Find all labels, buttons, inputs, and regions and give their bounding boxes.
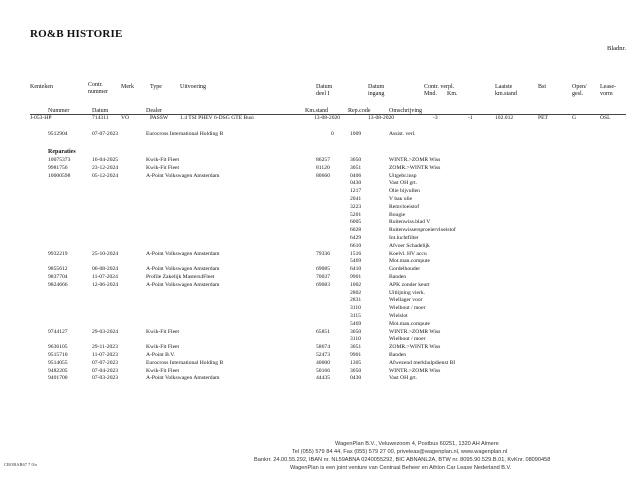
row-code: 6429 [350,235,362,241]
col-omschrijving: Omschrijving [389,108,422,114]
row-omschrijving: ZOMR.>WINTR Wiss [389,164,441,171]
row-km: 40000 [316,359,330,366]
col-uitvoering: Uitvoering [180,84,206,90]
col-datum-deel1: Datum deel I [316,84,333,97]
row-omschrijving: WINTR.>ZOMR Wiss [389,157,441,163]
row-dealer: A-Point Volkswagen Amsterdam [146,172,220,179]
row-code: 1516 [350,250,362,257]
row-datum: 25-10-2024 [92,250,119,257]
row-datum: 07-07-2023 [92,359,119,366]
assist-code: 1009 [350,131,362,137]
row-code: 1305 [350,359,362,366]
row-datum: 12-06-2024 [92,281,119,288]
row-code: 5469 [350,258,362,265]
row-omschrijving: WINTR.>ZOMR Wiss [389,367,441,374]
row-omschrijving: Ruitenwissersproeiervloeistof [389,227,456,234]
row-code: 9901 [350,274,362,280]
row-km: 69085 [316,266,330,273]
row-dealer: Kwik-Fit Fleet [146,328,180,335]
row-code: 1217 [350,188,362,195]
vehicle-kenteken: J-053-HP [30,115,52,121]
row-omschrijving: Vast OH grt. [389,375,418,382]
row-code: 3050 [350,328,362,335]
row-omschrijving: Olie bijvullen [389,188,420,195]
row-omschrijving: Wielslot [389,313,408,319]
row-km: 65851 [316,328,330,335]
col-open-gesl: Open/ gesl. [572,84,587,97]
footer-line-3: Bankrr. 24.00.55.292, IBAN nr. NL59ABNA 0240055292, BIC ABNANL2A, BTW nr. 8095.90.529.B.01, KvKnr. 08090458 [254,457,551,463]
col-contr-nummer: Contr. nummer [88,82,108,95]
row-km: 86257 [316,157,330,163]
row-nummer: 9514055 [48,359,68,366]
page-title: RO&B HISTORIE [30,28,123,40]
row-omschrijving: Afvoer Schadelijk [389,242,430,249]
row-datum: 16-04-2025 [92,157,119,163]
col-dealer: Dealer [146,108,162,114]
vehicle-laatste-km: 102.012 [495,115,514,121]
row-nummer: 10075373 [48,157,71,163]
assist-nummer: 9512904 [48,131,68,137]
row-datum: 11-07-2023 [92,352,118,358]
row-code: 6610 [350,242,362,249]
row-omschrijving: Banden [389,274,407,280]
row-km: 70037 [316,274,330,280]
row-omschrijving: WINTR.>ZOMR Wiss [389,328,441,335]
row-datum: 11-07-2024 [92,274,118,280]
col-mnd: Mnd. [424,91,437,97]
row-km: 58674 [316,344,330,351]
row-km: 80660 [316,172,330,179]
row-omschrijving: Ruitenwiss.blad V [389,219,431,226]
row-nummer: 9744127 [48,328,68,335]
row-dealer: Eurocross International Holding B [146,359,224,366]
row-code: 3115 [350,313,361,319]
row-km: 79336 [316,250,330,257]
row-omschrijving: Vast OH grt. [389,180,418,187]
row-nummer: 9636105 [48,344,68,351]
row-datum: 29-03-2024 [92,328,119,335]
row-nummer: 9981756 [48,164,68,171]
col-lease-vorm: Lease- vorm [600,84,616,97]
col-nummer: Nummer [48,108,70,114]
col-bst: Bst [538,84,547,90]
vehicle-uitvoering: 1.4 TSI PHEV 6-DSG GTE Busi [180,115,254,121]
row-code: 3050 [350,367,362,374]
footer-line-2: Tel (055) 579 84 44, Fax (055) 579 27 00, priveleas@wagenplan.nl, www.wagenplan.nl [292,449,508,455]
row-omschrijving: APK zonder keurt [389,281,430,288]
row-omschrijving: Bougie [389,211,406,218]
row-dealer: Profile Zakelijk Masters4Fleet [146,274,215,280]
assist-datum: 07-07-2023 [92,131,119,137]
row-datum: 06-08-2024 [92,266,119,273]
row-dealer: A-Point Volkswagen Amsterdam [146,375,220,382]
row-nummer: 9401700 [48,375,68,382]
col-datum: Datum [92,108,109,114]
row-code: 6005 [350,219,362,226]
row-omschrijving: Wielbout / moer [389,305,426,312]
row-omschrijving: Mot.man.compute [389,258,431,265]
vehicle-bst: PET [538,115,548,121]
row-dealer: A-Point Volkswagen Amsterdam [146,250,220,257]
vehicle-contract: 714311 [92,115,109,121]
row-dealer: A-Point Volkswagen Amsterdam [146,266,220,273]
col-km-stand: Km.stand [305,108,329,114]
row-code: 3051 [350,344,362,351]
vehicle-open: G [572,115,577,121]
row-dealer: Kwik-Fit Fleet [146,344,180,351]
row-omschrijving: Mot.man.compute [389,320,431,327]
row-code: 2802 [350,289,362,296]
row-code: 9901 [350,352,362,358]
row-omschrijving: Wielbout / moer [389,336,426,343]
row-omschrijving: Int.luchtfilter [389,235,419,241]
row-datum: 29-11-2023 [92,344,118,351]
assist-dealer: Eurocross International Holding B [146,131,224,137]
row-code: 2041 [350,196,362,202]
row-omschrijving: Remvloeistof [389,203,420,210]
row-code: 0430 [350,375,362,382]
row-nummer: 9515710 [48,352,68,358]
vehicle-datum-deel1: 13-08-2020 [314,115,341,121]
row-datum: 23-12-2024 [92,164,119,171]
footer-line-4: WagenPlan is een joint venture van Centraal Beheer en Athlon Car Lease Nederland B.V. [290,465,512,471]
col-type: Type [150,84,162,90]
row-nummer: 9482205 [48,367,68,374]
row-code: 3110 [350,336,361,343]
vehicle-datum-ingang: 13-08-2020 [368,115,395,121]
col-rep-code: Rep.code [348,108,371,114]
assist-km: 0 [331,131,334,137]
assist-omschrijving: Assist. verl. [389,131,416,137]
row-km: 69083 [316,281,330,288]
row-dealer: Kwik-Fit Fleet [146,367,180,374]
section-reparaties: Reparaties [48,149,76,155]
row-nummer: 9824666 [48,281,68,288]
blad-number-label: Bladnr. [607,45,626,52]
col-merk: Merk [121,84,134,90]
col-laatste-km: Laatste km.stand [495,84,517,97]
row-code: 1002 [350,281,362,288]
row-dealer: A-Point B.V. [146,352,175,358]
vehicle-km: -1 [468,115,473,121]
form-code: CROBAR67 7 0/o [4,462,38,467]
col-kenteken: Kenteken [30,84,53,90]
row-nummer: 9837704 [48,274,68,280]
row-nummer: 9855612 [48,266,68,273]
row-omschrijving: Koelvl. HV accu [389,250,427,257]
row-omschrijving: Gordelhouder [389,266,421,273]
row-code: 3110 [350,305,361,312]
vehicle-lease: OSL [600,115,611,121]
row-datum: 07-03-2023 [92,375,119,382]
vehicle-type: PASSW [150,115,169,121]
row-dealer: Kwik-Fit Fleet [146,157,180,163]
row-omschrijving: Wiellager voor [389,297,423,304]
row-dealer: A-Point Volkswagen Amsterdam [146,281,220,288]
row-code: 0406 [350,172,362,179]
vehicle-merk: VO [121,115,130,121]
row-code: 5201 [350,211,362,218]
row-code: 3051 [350,164,362,171]
row-omschrijving: V baк olie [389,196,413,202]
row-km: 50166 [316,367,330,374]
row-code: 5469 [350,320,362,327]
row-code: 3223 [350,203,362,210]
vehicle-mnd: -3 [433,115,438,121]
row-km: 44435 [316,375,330,382]
row-code: 3050 [350,157,362,163]
row-code: 6028 [350,227,362,234]
row-omschrijving: ZOMR.>WINTR Wiss [389,344,441,351]
row-datum: 05-12-2024 [92,172,119,179]
row-omschrijving: Uitgebr.insp [389,172,417,179]
row-dealer: Kwik-Fit Fleet [146,164,180,171]
row-code: 6410 [350,266,362,273]
row-omschrijving: Uitlijning vierk. [389,289,426,296]
row-km: 52473 [316,352,330,358]
col-contr-verpl: Contr. verpl. [424,84,455,90]
row-nummer: 9932219 [48,250,68,257]
col-datum-ingang: Datum ingang [368,84,385,97]
row-km: 81120 [316,164,330,171]
row-datum: 07-04-2023 [92,367,119,374]
row-omschrijving: Afwezend merkhulpdienst BI [389,359,456,366]
row-code: 0430 [350,180,362,187]
col-km: Km. [447,91,458,97]
row-nummer: 10000598 [48,172,71,179]
footer-line-1: WagenPlan B.V., Veluwezoom 4, Postbus 60251, 1320 AH Almere [335,441,499,447]
row-code: 2831 [350,297,362,304]
row-omschrijving: Banden [389,352,407,358]
